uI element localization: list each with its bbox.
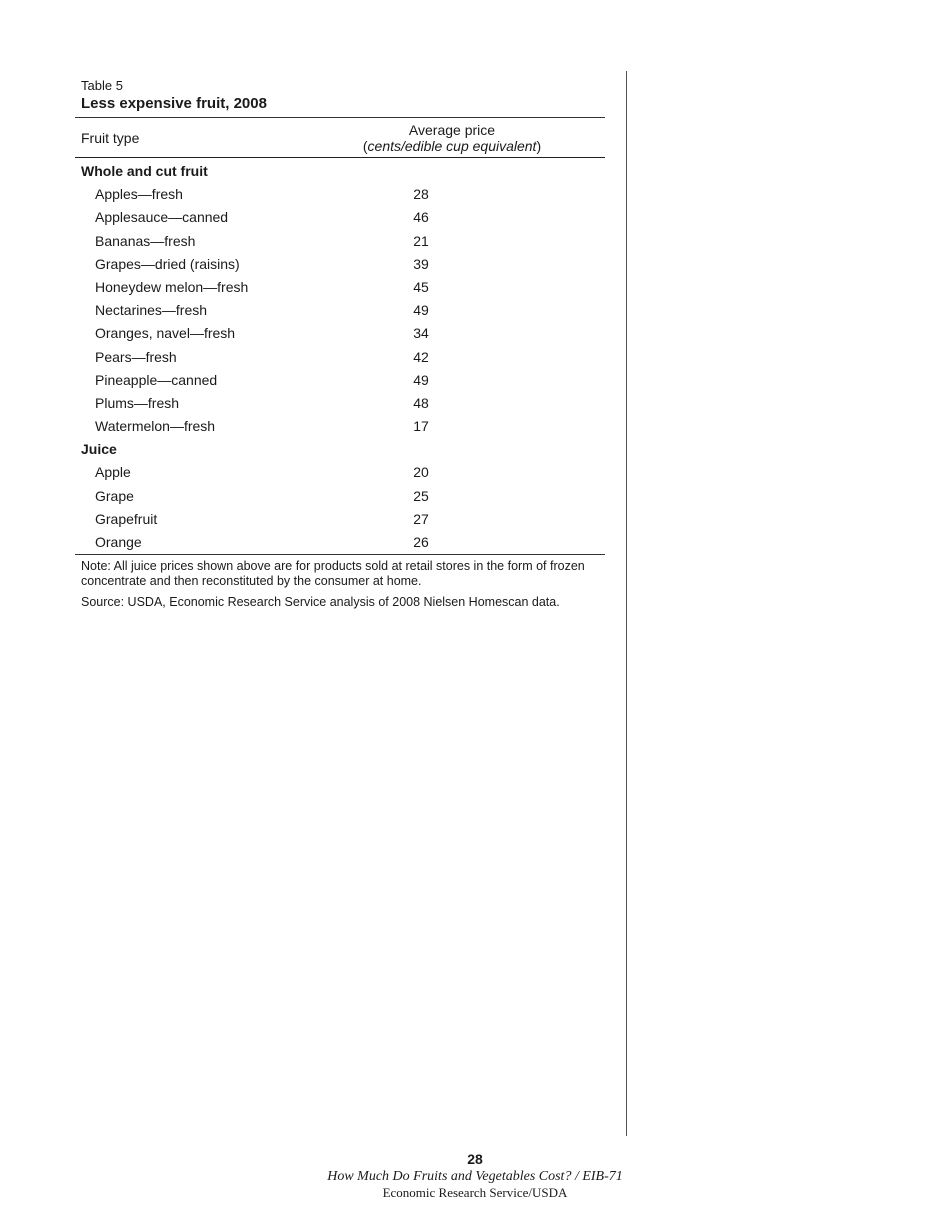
average-price-cell: 49 — [413, 371, 429, 388]
table-row — [75, 346, 605, 369]
table-5 — [75, 78, 605, 610]
table-header — [75, 117, 605, 158]
margin-rule — [626, 71, 627, 1136]
column-header-units: (cents/edible cup equivalent) — [362, 138, 542, 154]
group-label: Whole and cut fruit — [81, 163, 208, 179]
average-price-cell: 45 — [413, 278, 429, 295]
average-price-cell: 34 — [413, 325, 429, 342]
average-price-cell: 26 — [413, 534, 429, 550]
fruit-type-cell: Apples—fresh — [95, 186, 183, 203]
average-price-cell: 21 — [413, 232, 429, 249]
fruit-type-cell: Oranges, navel—fresh — [95, 325, 236, 342]
table-row — [75, 322, 605, 345]
average-price-cell: 46 — [413, 209, 429, 226]
fruit-type-cell: Grape — [95, 487, 134, 504]
column-header-average-price — [335, 122, 569, 154]
column-header-fruit-type: Fruit type — [81, 130, 140, 146]
publication-title: How Much Do Fruits and Vegetables Cost? / EIB-71 — [327, 1169, 623, 1184]
fruit-type-cell: Honeydew melon—fresh — [95, 278, 249, 295]
fruit-type-cell: Apple — [95, 464, 131, 481]
table-row — [75, 508, 605, 531]
table-row — [75, 230, 605, 253]
column-header-average-price-line1: Average price — [408, 122, 496, 138]
average-price-cell: 28 — [413, 186, 429, 203]
table-row — [75, 276, 605, 299]
table-row — [75, 369, 605, 392]
page-footer — [0, 1150, 950, 1200]
average-price-cell: 17 — [413, 418, 429, 435]
agency-name: Economic Research Service/USDA — [382, 1185, 568, 1200]
table-row — [75, 415, 605, 438]
table-row — [75, 183, 605, 206]
fruit-type-cell: Plums—fresh — [95, 394, 180, 411]
table-row — [75, 253, 605, 276]
fruit-type-cell: Applesauce—canned — [95, 209, 229, 226]
average-price-cell: 20 — [413, 464, 429, 481]
table-group-header — [75, 160, 605, 183]
average-price-cell: 25 — [413, 487, 429, 504]
fruit-type-cell: Bananas—fresh — [95, 232, 196, 249]
table-row — [75, 299, 605, 322]
table-row — [75, 461, 605, 484]
table-body — [75, 160, 605, 554]
table-bottom-rule — [75, 554, 605, 555]
column-header-units-text: cents/edible cup equivalent — [367, 138, 537, 154]
table-row — [75, 392, 605, 415]
table-note: Note: All juice prices shown above are for products sold at retail stores in the form of frozen concentrate and then reconstituted by the consumer at home. — [81, 559, 585, 589]
fruit-type-cell: Nectarines—fresh — [95, 302, 208, 319]
fruit-type-cell: Pineapple—canned — [95, 371, 218, 388]
table-row — [75, 485, 605, 508]
average-price-cell: 27 — [413, 510, 429, 527]
average-price-cell: 39 — [413, 255, 429, 272]
fruit-type-cell: Watermelon—fresh — [95, 418, 216, 435]
fruit-type-cell: Grapes—dried (raisins) — [95, 255, 240, 272]
average-price-cell: 49 — [413, 302, 429, 319]
table-title: Less expensive fruit, 2008 — [81, 95, 267, 112]
table-group-header — [75, 438, 605, 461]
table-row — [75, 531, 605, 554]
table-source: Source: USDA, Economic Research Service analysis of 2008 Nielsen Homescan data. — [81, 595, 560, 610]
average-price-cell: 48 — [413, 394, 429, 411]
fruit-type-cell: Pears—fresh — [95, 348, 177, 365]
table-row — [75, 206, 605, 229]
page-number: 28 — [467, 1151, 483, 1167]
average-price-cell: 42 — [413, 348, 429, 365]
fruit-type-cell: Orange — [95, 534, 142, 550]
fruit-type-cell: Grapefruit — [95, 510, 158, 527]
table-label: Table 5 — [81, 78, 123, 93]
group-label: Juice — [81, 441, 117, 458]
